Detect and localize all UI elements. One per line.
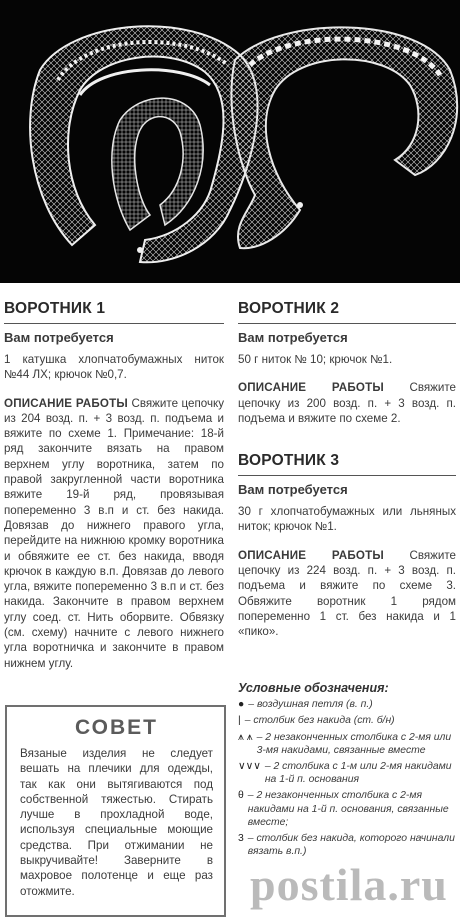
legend-item-text: – 2 незаконченных столбика с 2-мя или 3-мя накидами, связанные вместе [256,731,452,756]
divider [238,323,456,324]
legend-item-text: – воздушная петля (в. п.) [248,699,373,711]
collar2-title: ВОРОТНИК 2 [238,300,340,317]
advice-title: СОВЕТ [75,716,158,739]
filled-dot-icon: ● [238,699,245,711]
legend-item [238,832,458,858]
legend-item [238,789,458,829]
watermark: postila.ru [250,859,448,910]
collar3-description [238,548,456,640]
collar2-needs-text: 50 г ниток № 10; крючок №1. [238,353,393,366]
collar3-needs-heading: Вам потребуется [238,482,348,498]
collar2-desc-text: Свяжите цепочку из 200 возд. п. + 3 возд. п. подъема и вяжите по схеме 2. [238,381,456,425]
collar1-title: ВОРОТНИК 1 [4,300,106,317]
legend-item [238,698,458,711]
collar2-3-section [238,300,456,653]
vertical-bar-icon: | [238,715,241,727]
collar1-desc-lead: ОПИСАНИЕ РАБОТЫ [4,396,128,410]
collar1-needs-heading: Вам потребуется [4,330,114,345]
legend-item [238,714,458,727]
legend-item [238,760,458,786]
advice-text: Вязаные изделия не следует вешать на плечики для одежды, так как они вытягиваются под собственной тяжестью. Стирать лучше в прохладной воде, используя специальные моющие средства. При отжимании не выкручивайте! Заверните в махровое полотенце и еще раз отожмите. [20,747,213,898]
chain-start-icon: 3 [238,833,244,845]
collar1-desc-text: Свяжите цепочку из 204 возд. п. + 3 возд. п. подъема и вяжите по схеме 1. Примечание: 18-й ряд закончите вязать на правом верхнем углу воротника, затем по правой закругленной части воротника вяжите 19-й ряд, провязывая попеременно 3 в.п и ст. без накида. Довязав до нижнего правого угла, перейдите на нижнюю кромку воротника и обвяжите ее ст. без накида, вводя крючок в каждую в.п. Довязав до левого угла, вяжите попеременно 3 в.п и ст. без накида. Закончите в правом верхнем углу соед. ст. Нить оборвите. Обвязку (см. схему) начните с левого нижнего угла воротничка и закончите в правом нижнем углу. [4,396,225,670]
lace-collars-image [0,0,460,283]
collars-photo [0,0,460,283]
legend [238,682,458,861]
legend-title: Условные обозначения: [238,681,389,695]
legend-item-text: – столбик без накида, которого начинали вязать в.п.) [247,833,455,858]
legend-item [238,731,458,757]
cluster-circle-icon: θ [238,790,244,802]
advice-box [5,705,226,917]
v-stitch-icon: ∨∨∨ [238,761,261,773]
collar3-desc-lead: ОПИСАНИЕ РАБОТЫ [238,548,384,562]
divider [238,475,456,476]
collar2-desc-lead: ОПИСАНИЕ РАБОТЫ [238,381,384,395]
collar1-section [4,300,224,684]
collar1-description [4,396,224,671]
collar2-needs-heading: Вам потребуется [238,330,348,345]
collar3-title: ВОРОТНИК 3 [238,452,340,470]
collar2-description [238,380,456,426]
collar1-needs-text: 1 катушка хлопчатобумажных ниток №44 ЛХ; крючок №0,7. [4,353,224,382]
collar3-needs-text: 30 г хлопчатобумажных или льняных ниток; крючок №1. [238,505,456,534]
collar3-desc-text: Свяжите цепочку из 224 возд. п. + 3 возд. п. подъема и вяжите по схеме 3. Обвяжите воротник 1 рядом попеременно 1 ст. без накида и 1 «пико». [238,548,456,639]
legend-item-text: – 2 столбика с 1-м или 2-мя накидами на 1-й п. основания [264,761,452,786]
legend-item-text: – 2 незаконченных столбика с 2-мя накидами на 1-й п. основания, связанные вместе; [247,790,449,828]
double-triple-cluster-icon: ⩚ ⩚ [238,731,253,743]
legend-item-text: – столбик без накида (ст. б/н) [244,715,395,727]
divider [4,323,224,324]
